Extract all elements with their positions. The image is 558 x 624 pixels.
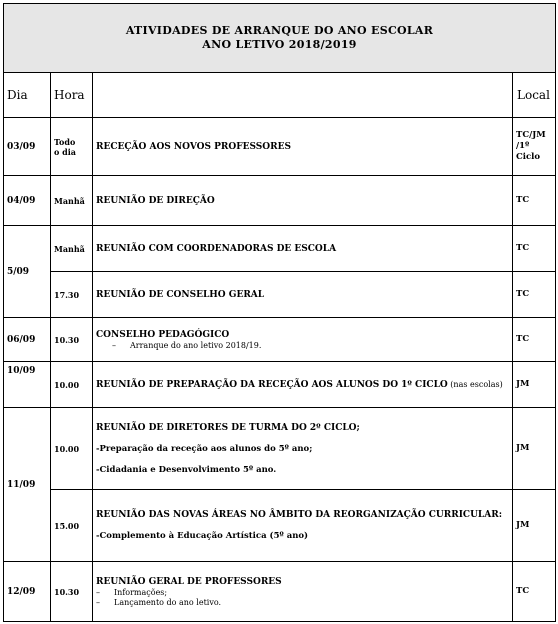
header-day: Dia [4, 73, 51, 118]
table-row [4, 176, 556, 226]
row-day: 12/09 [4, 562, 51, 622]
row-activity [93, 562, 513, 622]
row-hour: 15.00 [51, 490, 93, 562]
table-row [4, 226, 556, 272]
header-hour: Hora [51, 73, 93, 118]
table-row [4, 272, 556, 318]
row-activity-line: -Preparação da receção aos alunos do 5º ano; [96, 443, 313, 454]
row-hour: 10.00 [51, 408, 93, 490]
table-row [4, 362, 556, 408]
row-activity-line: -Cidadania e Desenvolvimento 5º ano. [96, 464, 277, 475]
title-line-1: ATIVIDADES DE ARRANQUE DO ANO ESCOLAR [125, 24, 434, 37]
row-activity [93, 490, 513, 562]
row-activity-bullet [96, 588, 509, 598]
row-hour: 10.30 [51, 562, 93, 622]
row-day: 11/09 [4, 408, 51, 562]
row-hour: Manhã [51, 226, 93, 272]
row-local-line2: /1º Ciclo [516, 141, 541, 162]
table-row [4, 408, 556, 490]
bullet-dash: – [96, 587, 100, 597]
row-hour-line1: Todo [54, 136, 76, 147]
row-activity-bullet [96, 598, 509, 608]
row-activity: REUNIÃO DE CONSELHO GERAL [93, 272, 513, 318]
table-row [4, 318, 556, 362]
row-hour: Manhã [51, 176, 93, 226]
row-hour [51, 118, 93, 176]
title-cell [4, 4, 556, 73]
bullet-text: Arranque do ano letivo 2018/19. [130, 340, 262, 350]
row-local: TC [513, 562, 556, 622]
row-local: TC [513, 226, 556, 272]
row-local: JM [513, 490, 556, 562]
row-activity-title: CONSELHO PEDAGÓGICO [96, 329, 230, 340]
row-hour: 10.30 [51, 318, 93, 362]
row-day: 03/09 [4, 118, 51, 176]
row-activity-title: REUNIÃO DAS NOVAS ÁREAS NO ÂMBITO DA REORGANIZAÇÃO CURRICULAR: [96, 510, 503, 520]
row-activity: REUNIÃO DE DIREÇÃO [93, 176, 513, 226]
row-activity: RECEÇÃO AOS NOVOS PROFESSORES [93, 118, 513, 176]
row-day: 06/09 [4, 318, 51, 362]
table-row [4, 562, 556, 622]
row-activity [93, 318, 513, 362]
row-hour: 17.30 [51, 272, 93, 318]
row-activity-bullet [96, 341, 509, 351]
row-local: TC [513, 272, 556, 318]
bullet-dash: – [112, 340, 116, 350]
row-hour-line2: o dia [54, 146, 76, 157]
row-local-line1: TC/JM [516, 130, 546, 140]
row-activity [93, 408, 513, 490]
row-hour: 10.00 [51, 362, 93, 408]
row-day: 5/09 [4, 226, 51, 318]
table-row [4, 490, 556, 562]
row-activity-title: REUNIÃO DE PREPARAÇÃO DA RECEÇÃO AOS ALUNOS DO 1º CICLO [96, 379, 448, 390]
table-row [4, 118, 556, 176]
title-line-2: ANO LETIVO 2018/2019 [202, 38, 357, 51]
row-activity: REUNIÃO COM COORDENADORAS DE ESCOLA [93, 226, 513, 272]
header-row [4, 73, 556, 118]
row-local: TC [513, 318, 556, 362]
header-local: Local [513, 73, 556, 118]
row-activity-line: -Complemento à Educação Artística (5º ano) [96, 531, 309, 541]
row-local: JM [513, 362, 556, 408]
bullet-dash: – [96, 597, 100, 607]
header-activity [93, 73, 513, 118]
row-activity-title: REUNIÃO GERAL DE PROFESSORES [96, 576, 282, 587]
bullet-text: Lançamento do ano letivo. [114, 597, 222, 607]
schedule-table [3, 3, 556, 622]
row-day: 04/09 [4, 176, 51, 226]
title-row [4, 4, 556, 73]
row-activity [93, 362, 513, 408]
row-activity-note: (nas escolas) [447, 379, 503, 389]
row-activity-title: REUNIÃO DE DIRETORES DE TURMA DO 2º CICLO; [96, 422, 360, 433]
row-local: JM [513, 408, 556, 490]
bullet-text: Informações; [114, 587, 168, 597]
row-local [513, 118, 556, 176]
row-day: 10/09 [4, 362, 51, 408]
row-local: TC [513, 176, 556, 226]
